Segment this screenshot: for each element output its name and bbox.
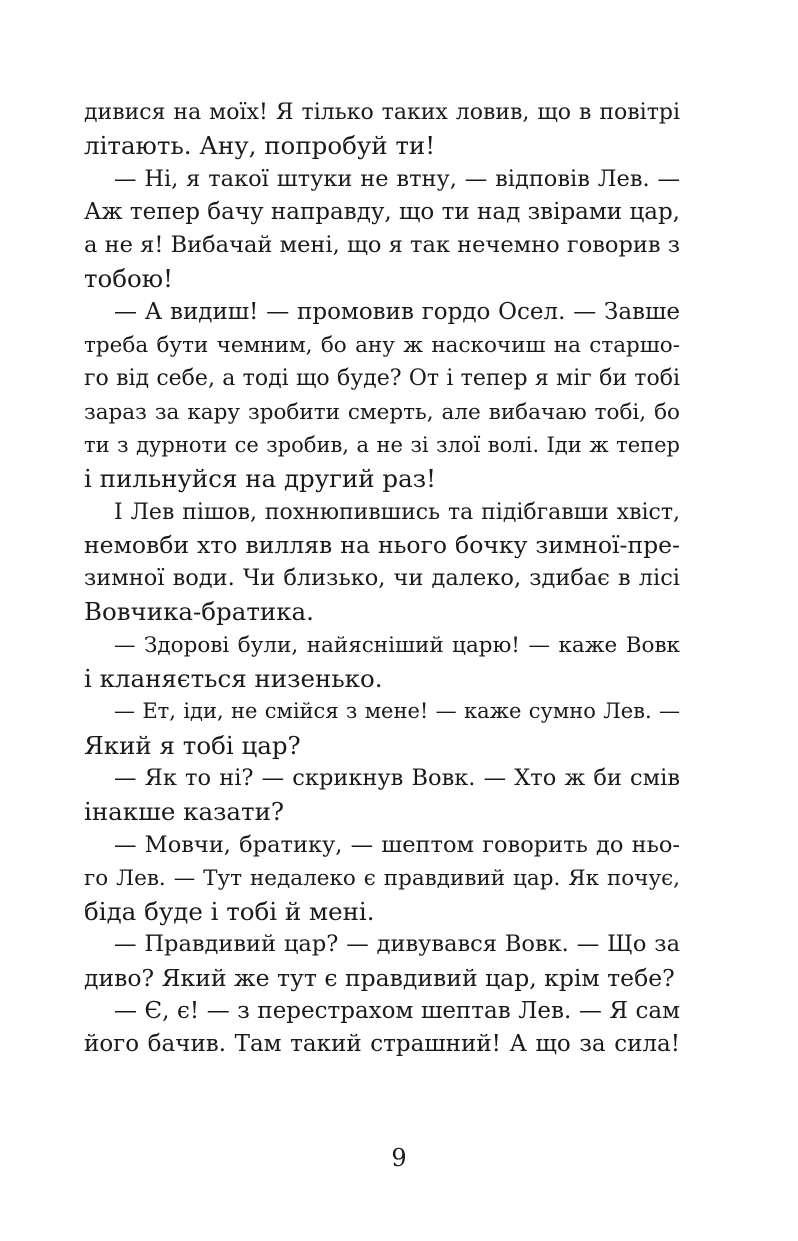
text-line: і пильнуйся на другий раз!	[84, 464, 436, 494]
text-line: його бачив. Там такий страшний! А що за сила!	[84, 1031, 680, 1058]
text-line: — Здорові були, найясніший царю! — каже Вовк	[114, 632, 680, 658]
text-line: дивися на моїх! Я тілько таких ловив, що в повітрі	[84, 100, 680, 125]
text-line: — Мовчи, братику, — шептом говорить до ньо-	[114, 831, 680, 858]
text-line: немовби хто вилляв на нього бочку зимної-пре-	[84, 530, 680, 559]
text-line: біда буде і тобі й мені.	[84, 897, 375, 927]
text-line: і кланяється низенько.	[84, 664, 383, 694]
text-line: тобою!	[84, 264, 173, 294]
text-line: ти з дурноти се зробив, а не зі злої волі. Іди ж тепер	[84, 432, 680, 457]
text-line: зимної води. Чи близько, чи далеко, здибає в лісі	[84, 565, 680, 592]
text-line: — Правдивий цар? — дивувався Вовк. — Що за	[114, 931, 680, 958]
text-line: літають. Ану, попробуй ти!	[84, 131, 436, 161]
body-text	[84, 96, 680, 1062]
text-line: — А видиш! — промовив гордо Осел. — Завше	[114, 298, 680, 325]
text-line: го від себе, а тоді що буде? От і тепер я міг би тобі	[84, 366, 680, 392]
text-line: — Ет, іди, не смійся з мене! — каже сумно Лев. —	[114, 699, 680, 724]
text-line: інакше казати?	[84, 797, 285, 827]
text-line: а не я! Вибачай мені, що я так нечемно говорив з	[84, 232, 680, 259]
text-line: зараз за кару зробити смерть, але вибачаю тобі, бо	[84, 399, 680, 425]
page-number: 9	[391, 1144, 407, 1172]
text-line: І Лев пішов, похнюпившись та підібгавши хвіст,	[114, 499, 680, 525]
text-line: — Є, є! — з перестрахом шептав Лев. — Я сам	[114, 998, 680, 1025]
text-line: Який я тобі цар?	[84, 730, 301, 760]
text-line: — Ні, я такої штуки не втну, — відповів Лев. —	[114, 165, 680, 192]
text-line: Вовчика-братика.	[84, 597, 314, 627]
text-line: — Як то ні? — скрикнув Вовк. — Хто ж би смів	[114, 764, 680, 791]
text-line: го Лев. — Тут недалеко є правдивий цар. Як почує,	[84, 865, 680, 891]
text-line: диво? Який же тут є правдивий цар, крім тебе?	[84, 963, 675, 992]
text-line: треба бути чемним, бо ану ж наскочиш на старшо-	[84, 333, 680, 359]
text-line: Аж тепер бачу направду, що ти над звірами цар,	[84, 198, 680, 225]
